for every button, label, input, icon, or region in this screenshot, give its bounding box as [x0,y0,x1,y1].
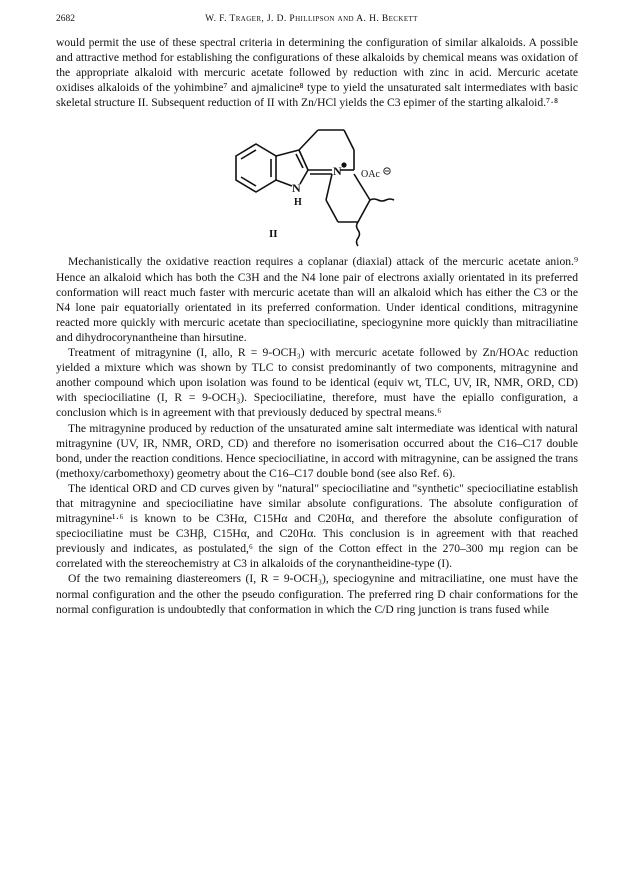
running-header [56,14,578,24]
paragraph-6: Of the two remaining diastereomers (I, R = 9-OCH₃), speciogynine and mitraciliatine, one must have the normal configuration and the other the pseudo configuration. The preferred ring D chair conformations for the normal configuration is undoubtedly that conformation in which the C/D ring junction is trans fused while [56,572,578,616]
indole-nh-h-label: H [294,197,302,209]
structure-drawing [206,116,436,250]
page [56,14,578,617]
paragraph-1: would permit the use of these spectral criteria in determining the configuration of similar alkaloids. A possible and attractive method for establishing the configurations of these alkaloids by chemical means was oxidation of the appropriate alkaloid with mercuric acetate followed by reduction with zinc in acid. Mercuric acetate oxidises alkaloids of the yohimbine⁷ and ajmalicine⁸ type to yield the unsaturated salt intermediates with basic skeletal structure II. Subsequent reduction of II with Zn/HCl yields the C3 epimer of the starting alkaloid.⁷·⁸ [56,36,578,110]
compound-label: II [269,228,278,241]
paragraph-4: The mitragynine produced by reduction of the unsaturated amine salt intermediate was identical with natural mitragynine (UV, IR, NMR, ORD, CD) and therefore no isomerisation occurred about the C16–C17 double bond, under the reaction conditions. Hence speciociliatine, in accord with mitragynine, can be assigned the trans (methoxy/carbomethoxy) geometry about the C16–C17 double bond (see also Ref. 6). [56,421,578,480]
indole-nh-n-label: N [292,181,301,196]
iminium-n-label: N [333,164,342,179]
paragraph-2: Mechanistically the oxidative reaction requires a coplanar (diaxial) attack of the mercuric acetate anion.⁹ Hence an alkaloid which has both the C3H and the N4 lone pair of electrons axially orientated in its preferred conformation will react much faster with mercuric acetate than will an alkaloid which has either the C3 or the N4 lone pair equatorially orientated in its preferred conformation. Under identical conditions, mitragynine reacted more quickly with mercuric acetate than speciociliatine, speciogynine more quickly than mitraciliatine and dihydrocorynantheine than hirsutine. [56,255,578,344]
paragraph-3: Treatment of mitragynine (I, allo, R = 9-OCH₃) with mercuric acetate followed by Zn/HOAc reduction yielded a mixture which was shown by TLC to consist predominantly of two components, mitragynine and another compound which upon isolation was found to be identical (equiv wt, TLC, UV, IR, NMR, ORD, CD) with speciociliatine (I, R = 9-OCH₃). Speciociliatine, therefore, must have the epiallo configuration, a conclusion which is in agreement with that previously deduced by spectral means.⁶ [56,346,578,420]
page-number: 2682 [56,14,75,24]
counterion-label: OAc [361,169,380,181]
chemical-structure-II [56,116,578,250]
running-authors: W. F. Trager, J. D. Phillipson and A. H. Beckett [205,14,418,24]
paragraph-5: The identical ORD and CD curves given by "natural" speciociliatine and "synthetic" speciociliatine establish that mitragynine and speciociliatine have similar absolute configurations. The absolute configuration of mitragynine¹·⁶ is known to be C3Hα, C15Hα and C20Hα, and therefore the absolute configuration of speciociliatine must be C3Hβ, C15Hα, and C20Hα. This conclusion is in agreement with that reached previously and indicates, as postulated,⁶ the sign of the Cotton effect in the 270–300 mμ region can be correlated with the stereochemistry at C3 in alkaloids of the corynantheidine-type (I). [56,481,578,571]
